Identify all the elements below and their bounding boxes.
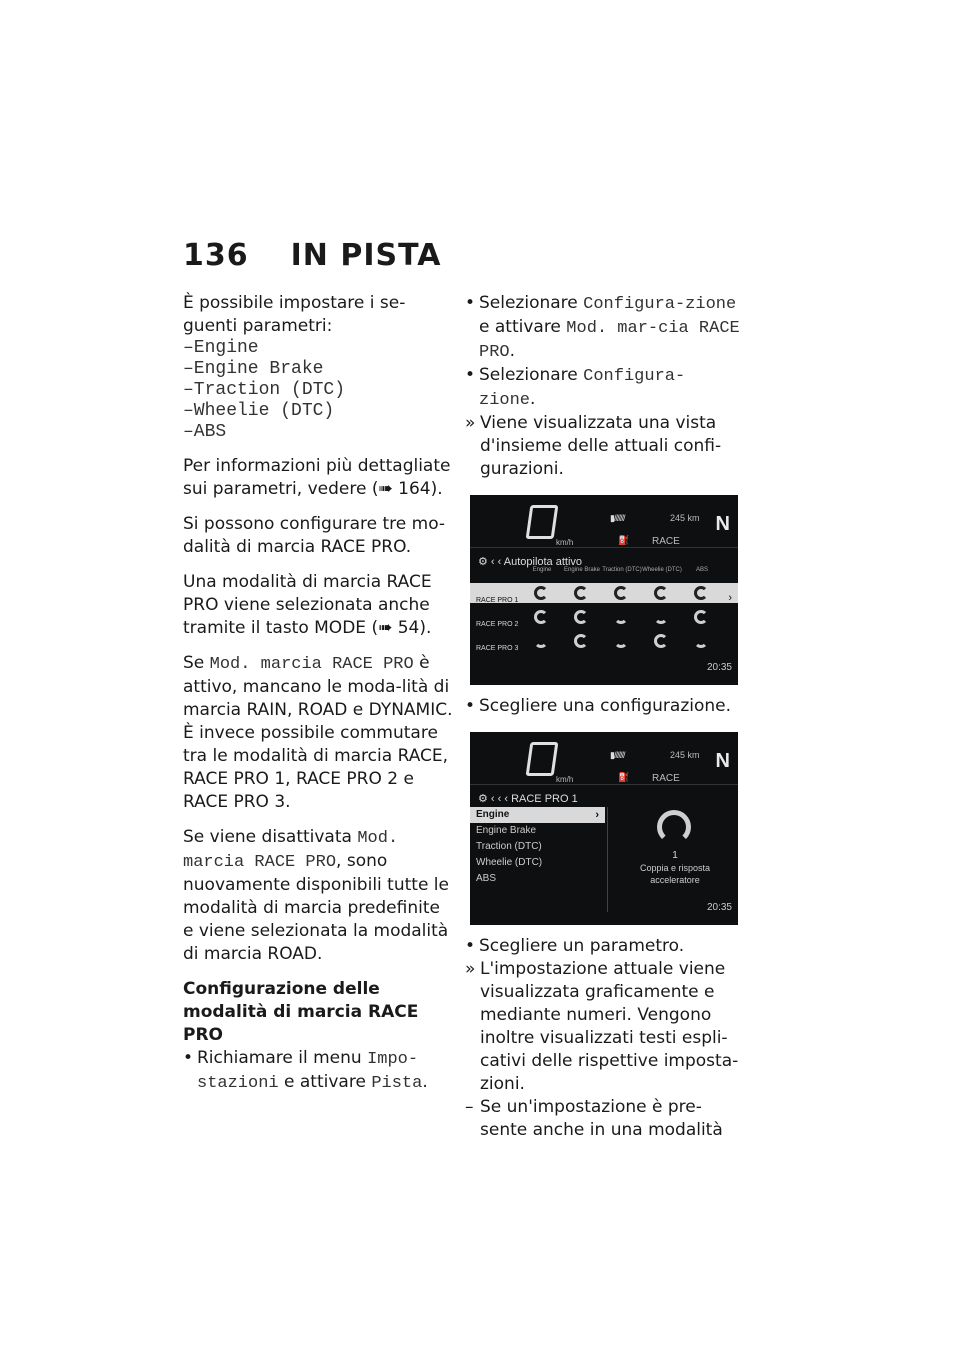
dash-icon: – [465, 1097, 474, 1117]
info-paragraph: Per informazioni più dettagliate sui parametri, vedere (➠ 164). [183, 456, 451, 499]
menu-term: Configura-zione [479, 367, 686, 410]
menu-item-engine-brake[interactable]: Engine Brake [476, 825, 537, 836]
menu-breadcrumb: ⚙ ‹ ‹ Autopilota attivo [478, 556, 583, 568]
range-readout: 245 km [670, 513, 700, 523]
setting-description: Coppia e risposta acceleratore [639, 863, 711, 885]
parameter-list [183, 338, 453, 443]
dashboard-screenshot-overview [470, 495, 738, 685]
bullet-icon: • [183, 1048, 194, 1068]
menu-item-wheelie[interactable]: Wheelie (DTC) [476, 857, 543, 868]
gauge-icon [654, 634, 668, 648]
clock: 20:35 [706, 662, 732, 673]
gauge-icon [574, 634, 588, 648]
section-subheading: Configurazione delle modalità di marcia RACE PRO [183, 979, 419, 1045]
chevron-right-icon: › [595, 809, 599, 821]
gauge-icon [694, 586, 708, 600]
param-abs: –ABS [183, 422, 227, 442]
bullet-icon: • [465, 365, 476, 385]
step-4: • Scegliere una configurazione. [465, 696, 732, 716]
speed-digit-icon [526, 505, 559, 539]
gauge-icon [614, 610, 628, 624]
config-row[interactable]: RACE PRO 1 › [470, 583, 738, 603]
page-number: 136 [183, 238, 249, 273]
menu-item-abs[interactable]: ABS [476, 873, 497, 884]
speed-digit-icon [526, 742, 559, 776]
menu-term: Configura-zione [583, 295, 737, 314]
param-engine: –Engine [183, 338, 259, 358]
menu-term: Mod. marcia RACE PRO [209, 655, 414, 674]
gauge-icon [654, 610, 668, 624]
divider [607, 807, 608, 912]
result-arrow-icon: » [465, 413, 476, 433]
param-wheelie: –Wheelie (DTC) [183, 401, 335, 421]
chevron-right-icon: › [728, 592, 732, 604]
deactivated-paragraph: Se viene disattivata Mod. marcia RACE PRO, sono nuovamente disponibili tutte le modalità di marcia predefinite e viene selezionata la modalità di marcia ROAD. [183, 827, 449, 964]
fuel-icon: ⛽ [618, 772, 630, 782]
col-header: ABS [695, 567, 708, 573]
gauge-icon [657, 810, 691, 844]
riding-mode: RACE [652, 536, 680, 547]
arrow-ref-icon: (➠ [371, 618, 393, 638]
intro-text: È possibile impostare i se-guenti parametri: [183, 293, 406, 336]
page-ref[interactable]: 164). [398, 479, 443, 499]
gauge-icon [534, 610, 548, 624]
fuel-bars: ▮/////// [610, 750, 625, 760]
active-paragraph: Se Mod. marcia RACE PRO è attivo, mancano le moda-lità di marcia RAIN, ROAD e DYNAMIC. È invece possibile commutare tra le modalità di marcia RACE, RACE PRO 1, RACE PRO 2 e RACE PRO 3. [183, 653, 453, 812]
page-ref[interactable]: 54). [397, 618, 432, 638]
gear-indicator: N [715, 750, 730, 772]
gauge-icon [694, 634, 708, 648]
setting-value: 1 [672, 850, 678, 861]
step-5: • Scegliere un parametro. [465, 936, 685, 956]
speed-unit: km/h [556, 775, 574, 784]
step-2: • Selezionare Configura-zione e attivare Mod. mar-cia RACE PRO. [465, 293, 740, 362]
page-header [183, 238, 441, 273]
three-modes-paragraph: Si possono configurare tre mo-dalità di marcia RACE PRO. [183, 514, 446, 557]
parameter-menu [470, 807, 605, 887]
param-engine-brake: –Engine Brake [183, 359, 324, 379]
menu-term: Mod. mar-cia RACE PRO [479, 319, 740, 362]
menu-breadcrumb: ⚙ ‹ ‹ ‹ RACE PRO 1 [478, 793, 578, 805]
clock: 20:35 [706, 902, 732, 913]
bullet-icon: • [465, 293, 476, 313]
result-1: » Viene visualizzata una vista d'insieme delle attuali confi-gurazioni. [465, 413, 722, 479]
condition-1: – Se un'impostazione è pre-sente anche in una modalità [465, 1097, 723, 1140]
divider [470, 784, 738, 785]
step-1: • Richiamare il menu Impo-stazioni e attivare Pista. [183, 1048, 428, 1093]
menu-item-engine[interactable]: Engine › [470, 807, 605, 823]
fuel-bars: ▮/////// [610, 513, 625, 523]
gauge-icon [534, 634, 548, 648]
col-header: Traction (DTC) [602, 567, 642, 573]
speed-unit: km/h [556, 538, 574, 547]
col-header: Engine Brake [563, 567, 601, 573]
gauge-icon [574, 586, 588, 600]
menu-item-traction[interactable]: Traction (DTC) [476, 841, 542, 852]
gauge-icon [694, 610, 708, 624]
mode-key-paragraph: Una modalità di marcia RACE PRO viene selezionata anche tramite il tasto MODE (➠ 54). [183, 572, 432, 638]
arrow-ref-icon: (➠ [371, 479, 393, 499]
menu-term: Pista [371, 1074, 423, 1093]
gauge-icon [534, 586, 548, 600]
gear-indicator: N [715, 513, 730, 535]
riding-mode: RACE [652, 773, 680, 784]
config-row[interactable]: RACE PRO 2 [470, 607, 738, 627]
left-column [183, 292, 453, 1095]
gauge-icon [574, 610, 588, 624]
gauge-icon [614, 634, 628, 648]
range-readout: 245 km [670, 750, 700, 760]
result-2: » L'impostazione attuale viene visualizzata graficamente e mediante numeri. Vengono inoltre visualizzati testi espli-cativi delle rispettive imposta-zioni. [465, 959, 739, 1094]
menu-term: Impo-stazioni [197, 1050, 419, 1093]
fuel-icon: ⛽ [618, 535, 630, 545]
menu-term: Mod. marcia RACE PRO [183, 829, 399, 872]
dashboard-screenshot-parameter [470, 732, 738, 925]
bullet-icon: • [465, 696, 476, 716]
divider [470, 547, 738, 548]
result-arrow-icon: » [465, 959, 476, 979]
right-column [465, 292, 740, 1142]
step-3: • Selezionare Configura-zione. [465, 365, 686, 410]
bullet-icon: • [465, 936, 476, 956]
col-header: Wheelie (DTC) [642, 567, 682, 573]
chapter-title: IN PISTA [290, 238, 442, 273]
param-traction: –Traction (DTC) [183, 380, 346, 400]
gauge-icon [654, 586, 668, 600]
col-header: Engine [532, 567, 552, 573]
gauge-icon [614, 586, 628, 600]
config-row[interactable]: RACE PRO 3 [470, 631, 738, 651]
